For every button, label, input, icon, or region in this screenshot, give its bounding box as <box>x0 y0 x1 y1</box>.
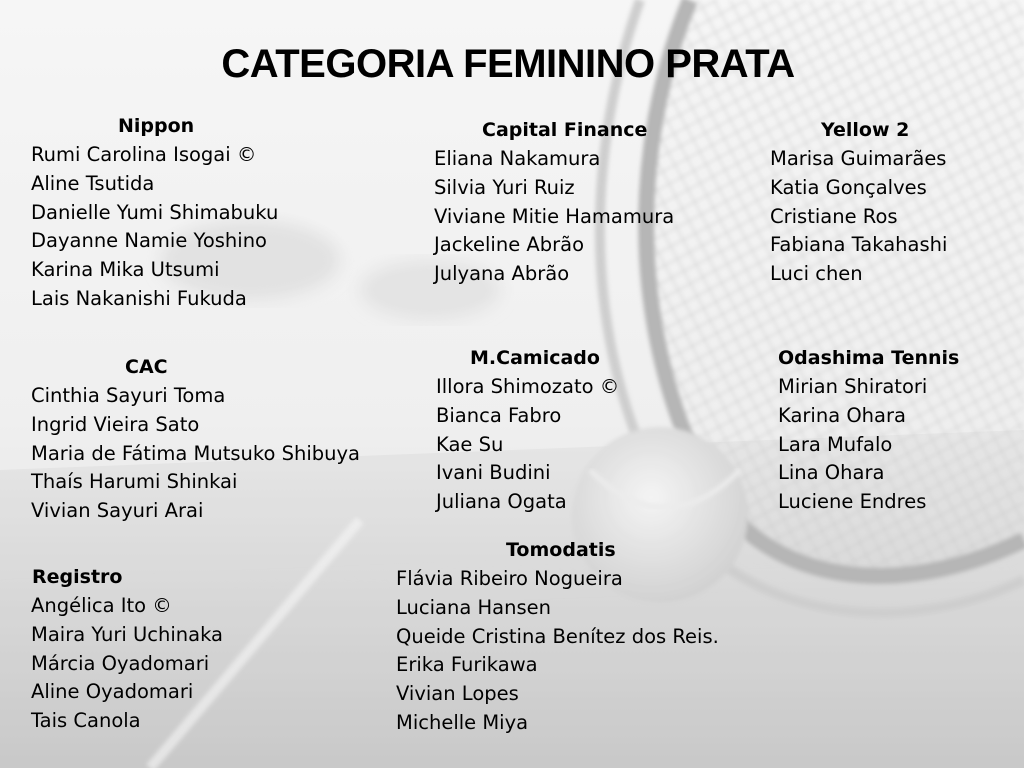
team-member: Vivian Lopes <box>396 682 519 706</box>
team-name: Odashima Tennis <box>778 347 960 369</box>
team-member: Julyana Abrão <box>434 262 570 286</box>
team-member: Márcia Oyadomari <box>31 651 210 675</box>
team-member: Mirian Shiratori <box>778 375 928 398</box>
team-member: Flávia Ribeiro Nogueira <box>396 567 623 590</box>
team-registro <box>31 563 223 736</box>
team-member: Queide Cristina Benítez dos Reis. <box>396 624 719 648</box>
team-member: Maira Yuri Uchinaka <box>31 622 224 646</box>
team-member: Karina Ohara <box>778 403 906 427</box>
team-cac <box>31 353 360 526</box>
team-member: Maria de Fátima Mutsuko Shibuya <box>31 441 360 465</box>
team-capital-finance <box>434 116 674 289</box>
team-member: Lara Mufalo <box>778 432 893 456</box>
team-member: Karina Mika Utsumi <box>31 258 220 282</box>
team-member: Juliana Ogata <box>436 490 567 514</box>
team-name: Yellow 2 <box>821 119 910 141</box>
team-tomodatis <box>396 536 719 738</box>
team-member: Vivian Sayuri Arai <box>31 499 204 523</box>
team-member: Marisa Guimarães <box>770 147 947 170</box>
team-member: Lina Ohara <box>778 461 885 485</box>
team-odashima-tennis <box>778 344 959 517</box>
team-member: Kae Su <box>436 432 504 456</box>
slide-title: CATEGORIA FEMININO PRATA <box>221 42 795 86</box>
team-member: Fabiana Takahashi <box>770 233 948 257</box>
team-member: Eliana Nakamura <box>434 147 601 170</box>
team-member: Cinthia Sayuri Toma <box>31 384 226 407</box>
team-member: Angélica Ito © <box>31 594 172 617</box>
team-member: Illora Shimozato © <box>436 375 620 398</box>
team-member: Luciene Endres <box>778 490 927 514</box>
team-member: Tais Canola <box>31 709 141 733</box>
team-member: Aline Tsutida <box>31 171 155 195</box>
team-name: Registro <box>32 566 123 588</box>
team-member: Danielle Yumi Shimabuku <box>31 200 279 224</box>
team-member: Luci chen <box>770 262 863 286</box>
team-member: Erika Furikawa <box>396 653 538 677</box>
team-member: Ingrid Vieira Sato <box>31 412 200 436</box>
team-name: M.Camicado <box>470 347 600 369</box>
team-nippon <box>31 112 278 314</box>
team-member: Silvia Yuri Ruiz <box>434 175 575 199</box>
team-member: Ivani Budini <box>436 461 551 485</box>
team-member: Michelle Miya <box>396 710 529 734</box>
team-name: Tomodatis <box>506 539 616 561</box>
team-member: Aline Oyadomari <box>31 680 194 704</box>
team-member: Rumi Carolina Isogai © <box>31 143 257 166</box>
team-name: Capital Finance <box>482 119 648 141</box>
team-member: Jackeline Abrão <box>434 233 585 257</box>
team-member: Cristiane Ros <box>770 204 898 228</box>
team-name: CAC <box>125 356 168 378</box>
team-member: Viviane Mitie Hamamura <box>434 204 675 228</box>
team-m-camicado <box>436 344 619 517</box>
team-name: Nippon <box>118 115 195 137</box>
team-member: Katia Gonçalves <box>770 175 927 199</box>
team-member: Dayanne Namie Yoshino <box>31 229 267 253</box>
team-member: Bianca Fabro <box>436 403 562 427</box>
team-yellow-2 <box>770 116 947 289</box>
team-member: Thaís Harumi Shinkai <box>31 470 238 494</box>
team-member: Lais Nakanishi Fukuda <box>31 286 247 310</box>
team-member: Luciana Hansen <box>396 595 551 619</box>
